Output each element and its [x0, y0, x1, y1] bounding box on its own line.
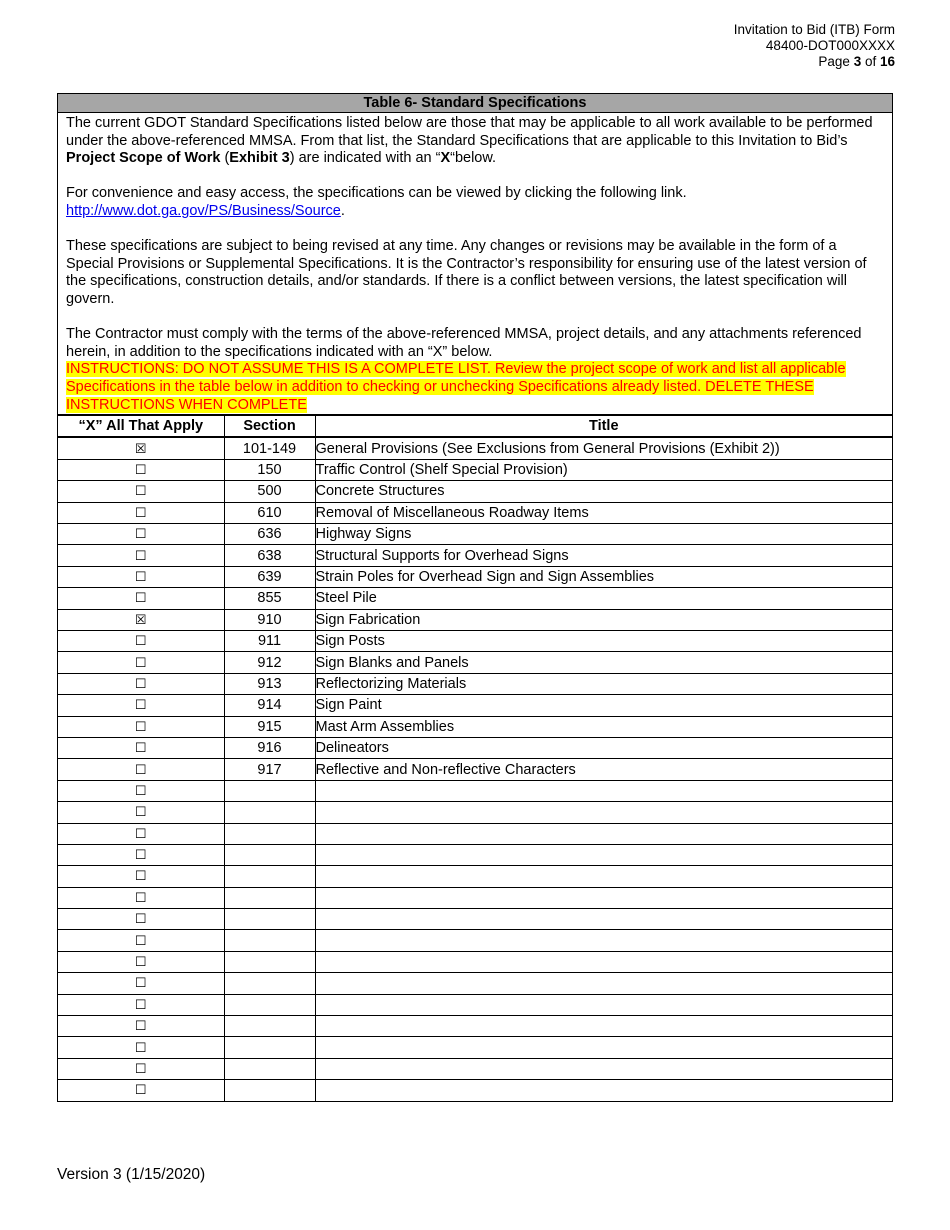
page-header	[575, 22, 895, 70]
checkbox[interactable]: ☐	[58, 652, 224, 673]
page-total: 16	[879, 54, 895, 69]
section-cell: 636	[224, 524, 315, 545]
table-row	[58, 566, 892, 587]
title-cell: Reflectorizing Materials	[315, 673, 892, 694]
title-cell	[315, 802, 892, 823]
checkbox[interactable]: ☐	[58, 631, 224, 652]
checkbox[interactable]: ☐	[58, 994, 224, 1015]
checkbox[interactable]: ☐	[58, 844, 224, 865]
form-title: Invitation to Bid (ITB) Form	[733, 22, 895, 37]
table-row	[58, 695, 892, 716]
table-row	[58, 502, 892, 523]
section-cell	[224, 780, 315, 801]
title-cell: Steel Pile	[315, 588, 892, 609]
table-title: Table 6- Standard Specifications	[58, 94, 892, 113]
section-cell	[224, 823, 315, 844]
column-header-title: Title	[315, 415, 892, 437]
table-row	[58, 459, 892, 480]
title-cell: Removal of Miscellaneous Roadway Items	[315, 502, 892, 523]
table-row	[58, 909, 892, 930]
section-cell: 912	[224, 652, 315, 673]
checkbox[interactable]: ☐	[58, 887, 224, 908]
section-cell: 914	[224, 695, 315, 716]
title-cell	[315, 1037, 892, 1058]
column-header-apply: “X” All That Apply	[58, 415, 224, 437]
table-row	[58, 1058, 892, 1079]
intro-text	[58, 113, 892, 414]
checkbox[interactable]: ☐	[58, 930, 224, 951]
section-cell	[224, 1016, 315, 1037]
title-cell: Sign Posts	[315, 631, 892, 652]
checkbox[interactable]: ☐	[58, 545, 224, 566]
section-cell: 500	[224, 481, 315, 502]
section-cell	[224, 973, 315, 994]
section-cell: 638	[224, 545, 315, 566]
title-cell: Sign Paint	[315, 695, 892, 716]
title-cell	[315, 1016, 892, 1037]
section-cell: 150	[224, 459, 315, 480]
section-cell: 639	[224, 566, 315, 587]
specifications-link[interactable]: http://www.dot.ga.gov/PS/Business/Source	[66, 202, 341, 219]
table-row	[58, 844, 892, 865]
form-number: 48400-DOT000XXXX	[765, 38, 895, 53]
title-cell	[315, 909, 892, 930]
section-cell: 916	[224, 737, 315, 758]
checkbox[interactable]: ☐	[58, 566, 224, 587]
checked-checkbox[interactable]: ☒	[58, 437, 224, 459]
page-current: 3	[853, 54, 862, 69]
section-cell	[224, 802, 315, 823]
checkbox[interactable]: ☐	[58, 502, 224, 523]
table-row	[58, 973, 892, 994]
checkbox[interactable]: ☐	[58, 695, 224, 716]
table-row	[58, 1016, 892, 1037]
title-cell: Reflective and Non-reflective Characters	[315, 759, 892, 780]
checkbox[interactable]: ☐	[58, 973, 224, 994]
title-cell: Strain Poles for Overhead Sign and Sign Assemblies	[315, 566, 892, 587]
checked-checkbox[interactable]: ☒	[58, 609, 224, 630]
table-row	[58, 588, 892, 609]
section-cell: 917	[224, 759, 315, 780]
section-cell	[224, 1080, 315, 1101]
table-row	[58, 802, 892, 823]
header-row	[58, 415, 892, 437]
table-row	[58, 866, 892, 887]
title-cell: General Provisions (See Exclusions from General Provisions (Exhibit 2))	[315, 437, 892, 459]
title-cell: Delineators	[315, 737, 892, 758]
title-cell	[315, 951, 892, 972]
section-cell	[224, 866, 315, 887]
table-row	[58, 930, 892, 951]
table-row	[58, 1037, 892, 1058]
specifications-grid	[58, 414, 892, 1101]
intro-paragraph-3: These specifications are subject to being revised at any time. Any changes or revisions may be available in the form of a Special Provisions or Supplemental Specifications. It is the Contractor’s responsibility for ensuring use of the latest version of the specifications, construction details, and/or standards. If there is a conflict between versions, the latest specification will govern.	[66, 238, 867, 307]
checkbox[interactable]: ☐	[58, 1080, 224, 1101]
standard-specifications-table	[57, 93, 893, 1102]
checkbox[interactable]: ☐	[58, 737, 224, 758]
page-number: Page 3 of 16	[818, 54, 895, 69]
section-cell	[224, 951, 315, 972]
section-cell	[224, 909, 315, 930]
section-cell: 101-149	[224, 437, 315, 459]
checkbox[interactable]: ☐	[58, 1037, 224, 1058]
section-cell: 915	[224, 716, 315, 737]
table-row	[58, 609, 892, 630]
checkbox[interactable]: ☐	[58, 951, 224, 972]
title-cell	[315, 844, 892, 865]
section-cell: 855	[224, 588, 315, 609]
table-row	[58, 673, 892, 694]
title-cell	[315, 823, 892, 844]
section-cell	[224, 1058, 315, 1079]
intro-paragraph-4: The Contractor must comply with the terms of the above-referenced MMSA, project details, and any attachments referenced herein, in addition to the specifications indicated with an “X” below. INSTRUCTIONS: DO NOT ASSUME THIS IS A COMPLETE LIST. Review the project scope of work and list all applicable Specifications in the table below in addition to checking or unchecking Specifications already listed. DELETE THESE INSTRUCTIONS WHEN COMPLETE	[66, 326, 862, 413]
title-cell: Sign Fabrication	[315, 609, 892, 630]
table-row	[58, 1080, 892, 1101]
title-cell	[315, 887, 892, 908]
title-cell: Traffic Control (Shelf Special Provision)	[315, 459, 892, 480]
checkbox[interactable]: ☐	[58, 780, 224, 801]
table-row	[58, 823, 892, 844]
checkbox[interactable]: ☐	[58, 759, 224, 780]
checkbox[interactable]: ☐	[58, 866, 224, 887]
section-cell	[224, 930, 315, 951]
table-row	[58, 716, 892, 737]
section-cell: 610	[224, 502, 315, 523]
checkbox[interactable]: ☐	[58, 459, 224, 480]
section-cell	[224, 887, 315, 908]
intro-paragraph-2: For convenience and easy access, the specifications can be viewed by clicking the following link. http://www.dot.ga.gov/PS/Business/Source.	[66, 185, 687, 219]
checkbox[interactable]: ☐	[58, 481, 224, 502]
section-cell	[224, 994, 315, 1015]
checkbox[interactable]: ☐	[58, 716, 224, 737]
title-cell	[315, 994, 892, 1015]
section-cell: 913	[224, 673, 315, 694]
column-header-section: Section	[224, 415, 315, 437]
section-cell	[224, 844, 315, 865]
title-cell	[315, 866, 892, 887]
checkbox[interactable]: ☐	[58, 524, 224, 545]
title-cell	[315, 780, 892, 801]
table-row	[58, 737, 892, 758]
checkbox[interactable]: ☐	[58, 802, 224, 823]
title-cell: Sign Blanks and Panels	[315, 652, 892, 673]
table-row	[58, 951, 892, 972]
table-row	[58, 481, 892, 502]
table-row	[58, 545, 892, 566]
title-cell: Mast Arm Assemblies	[315, 716, 892, 737]
title-cell	[315, 1080, 892, 1101]
intro-paragraph-1: The current GDOT Standard Specifications listed below are those that may be applicable to all work available to be performed under the above-referenced MMSA. From that list, the Standard Specifications that are applicable to this Invitation to Bid’s Project Scope of Work (Exhibit 3) are indicated with an “X“below.	[66, 115, 873, 167]
title-cell	[315, 930, 892, 951]
checkbox[interactable]: ☐	[58, 909, 224, 930]
section-cell: 911	[224, 631, 315, 652]
instructions-highlight: INSTRUCTIONS: DO NOT ASSUME THIS IS A COMPLETE LIST. Review the project scope of work and list all applicable Specifications in the table below in addition to checking or unchecking Specifications already listed. DELETE THESE INSTRUCTIONS WHEN COMPLETE	[66, 361, 846, 413]
title-cell	[315, 1058, 892, 1079]
table-row	[58, 994, 892, 1015]
table-row	[58, 631, 892, 652]
title-cell: Structural Supports for Overhead Signs	[315, 545, 892, 566]
checkbox[interactable]: ☐	[58, 1016, 224, 1037]
table-row	[58, 652, 892, 673]
title-cell: Concrete Structures	[315, 481, 892, 502]
checkbox[interactable]: ☐	[58, 823, 224, 844]
checkbox[interactable]: ☐	[58, 588, 224, 609]
checkbox[interactable]: ☐	[58, 673, 224, 694]
spec-rows	[58, 437, 892, 1100]
table-row	[58, 437, 892, 459]
table-row	[58, 887, 892, 908]
version-footer: Version 3 (1/15/2020)	[57, 1166, 206, 1183]
title-cell	[315, 973, 892, 994]
table-row	[58, 780, 892, 801]
title-cell: Highway Signs	[315, 524, 892, 545]
checkbox[interactable]: ☐	[58, 1058, 224, 1079]
section-cell	[224, 1037, 315, 1058]
table-row	[58, 524, 892, 545]
section-cell: 910	[224, 609, 315, 630]
table-row	[58, 759, 892, 780]
